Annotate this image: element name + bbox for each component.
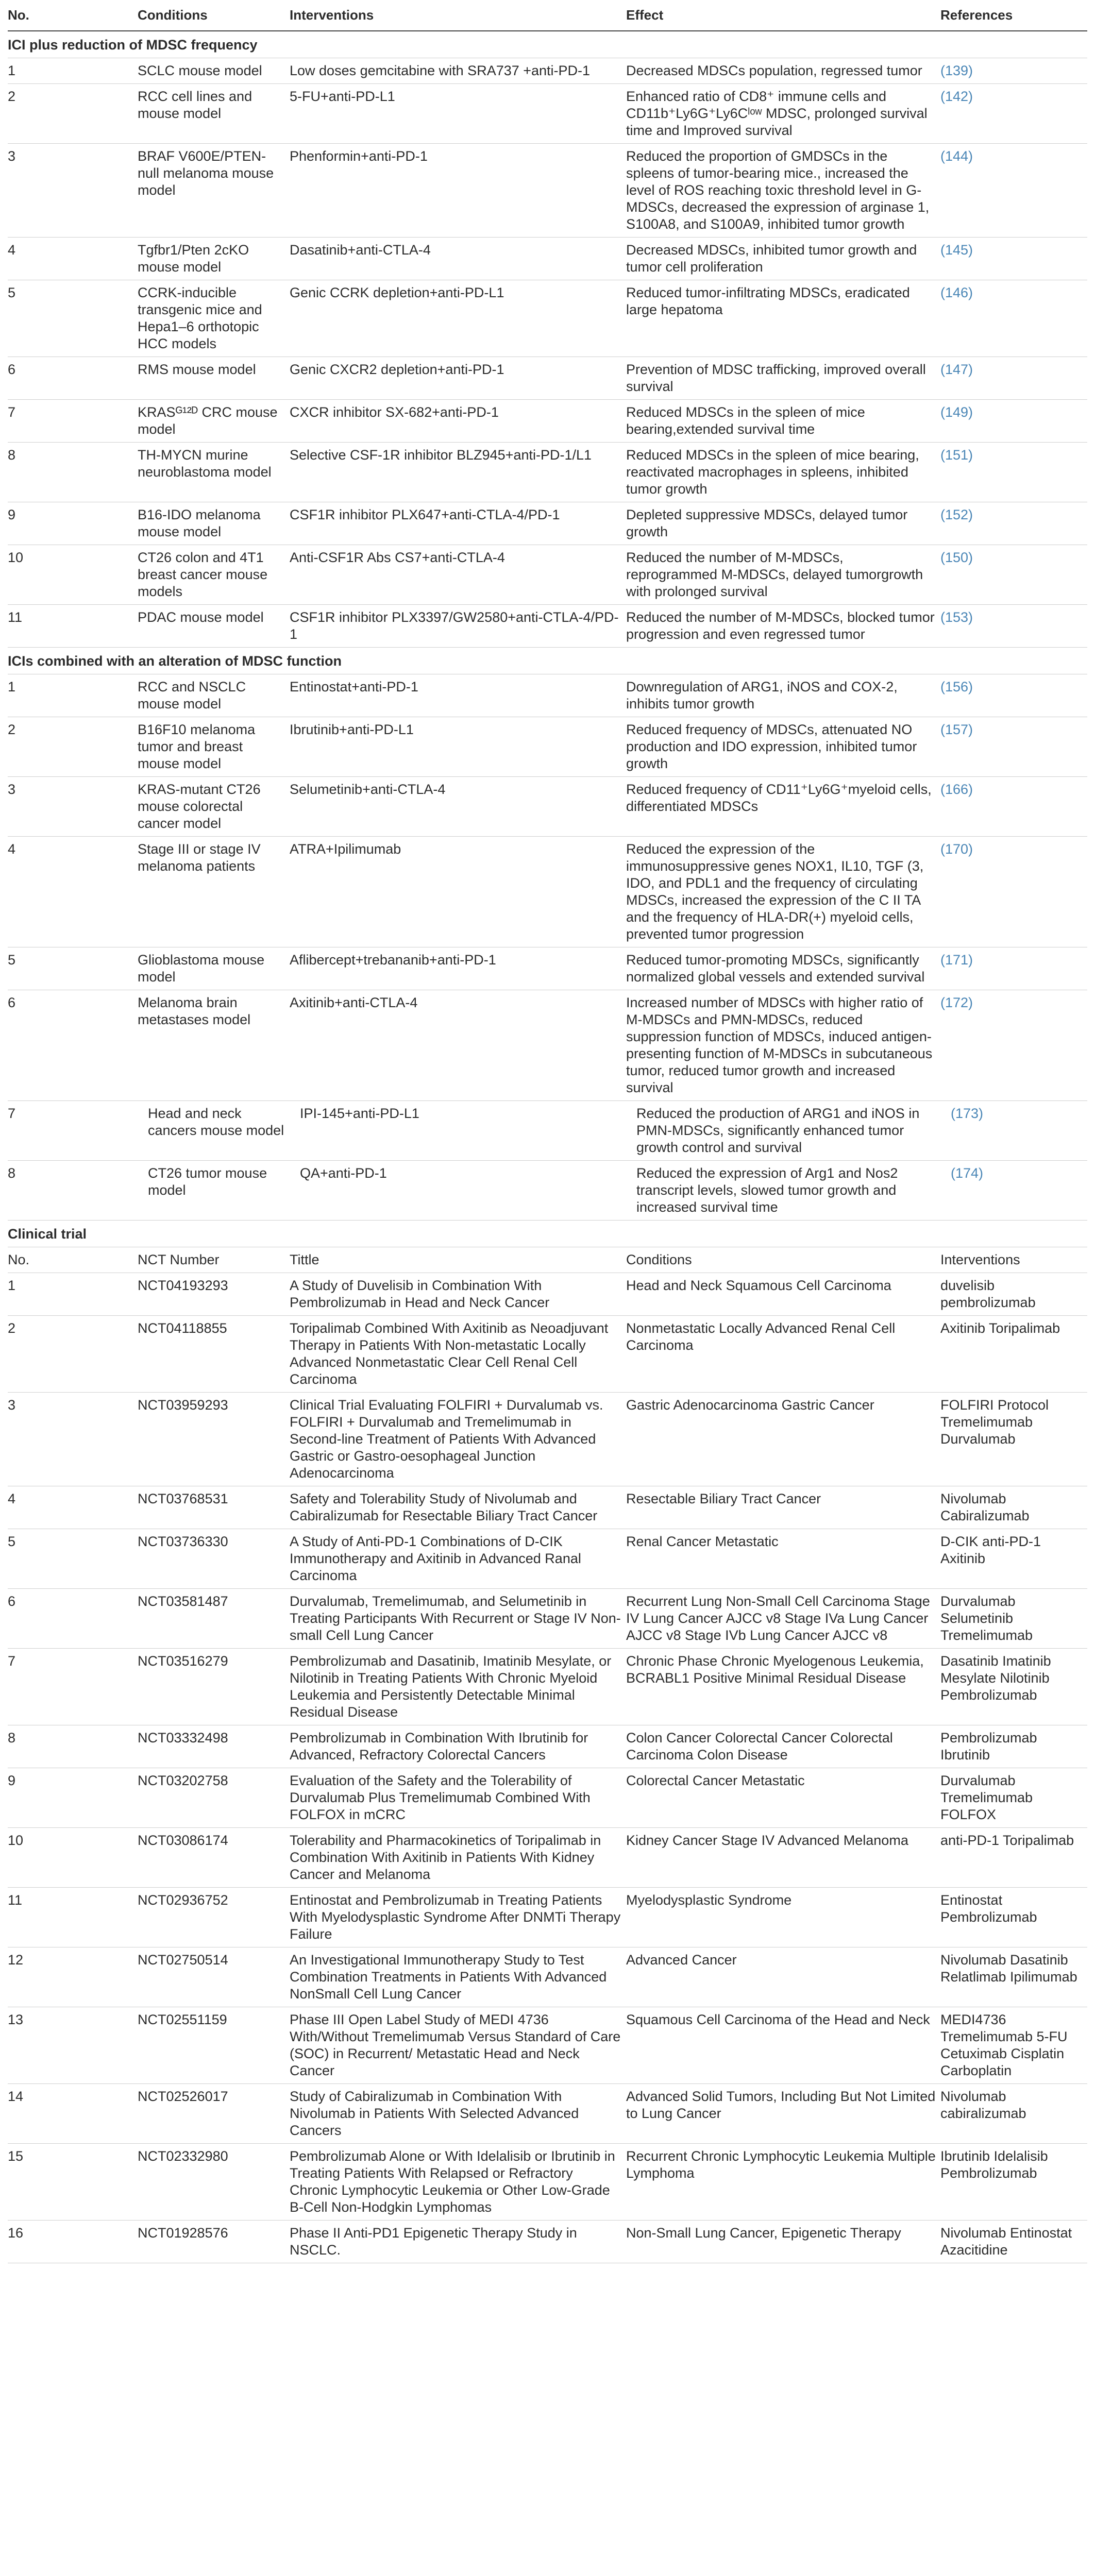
- trial-conditions: Recurrent Lung Non-Small Cell Carcinoma Stage IV Lung Cancer AJCC v8 Stage IVa Lung Cancer AJCC v8 Stage IVb Lung Cancer AJCC v8: [626, 1589, 940, 1649]
- trial-title: A Study of Anti-PD-1 Combinations of D-CIK Immunotherapy and Axitinib in Advanced Ranal Carcinoma: [290, 1529, 626, 1589]
- row-interventions: CSF1R inhibitor PLX3397/GW2580+anti-CTLA-4/PD-1: [290, 605, 626, 648]
- trial-title: Safety and Tolerability Study of Nivolumab and Cabiralizumab for Resectable Biliary Tract Cancer: [290, 1486, 626, 1529]
- row-reference[interactable]: (174): [940, 1161, 1087, 1221]
- row-interventions: Low doses gemcitabine with SRA737 +anti-PD-1: [290, 58, 626, 84]
- trial-conditions: Nonmetastatic Locally Advanced Renal Cell Carcinoma: [626, 1316, 940, 1393]
- trial-number: 8: [8, 1725, 138, 1768]
- row-reference[interactable]: (156): [940, 674, 1087, 717]
- table-row: [8, 1768, 1087, 1828]
- table-row: [8, 1486, 1087, 1529]
- trial-conditions: Colon Cancer Colorectal Cancer Colorectal Carcinoma Colon Disease: [626, 1725, 940, 1768]
- trial-title: Durvalumab, Tremelimumab, and Selumetinib in Treating Participants With Recurrent or Stage IV Non-small Cell Lung Cancer: [290, 1589, 626, 1649]
- row-effect: Prevention of MDSC trafficking, improved overall survival: [626, 357, 940, 400]
- row-reference[interactable]: (171): [940, 947, 1087, 990]
- table-row: [8, 400, 1087, 443]
- trial-nct-number: NCT04118855: [138, 1316, 290, 1393]
- mdsc-ici-table: [8, 0, 1087, 2263]
- row-reference[interactable]: (152): [940, 502, 1087, 545]
- trial-nct-number: NCT02750514: [138, 1947, 290, 2007]
- trial-title: Phase III Open Label Study of MEDI 4736 With/Without Tremelimumab Versus Standard of Care (SOC) in Recurrent/ Metastatic Head and Neck Cancer: [290, 2007, 626, 2084]
- row-effect: Reduced frequency of CD11⁺Ly6G⁺myeloid cells, differentiated MDSCs: [626, 777, 940, 837]
- trial-conditions: Colorectal Cancer Metastatic: [626, 1768, 940, 1828]
- row-interventions: Aflibercept+trebananib+anti-PD-1: [290, 947, 626, 990]
- table-row: [8, 1947, 1087, 2007]
- header-references: References: [940, 0, 1087, 31]
- row-interventions: Phenformin+anti-PD-1: [290, 144, 626, 238]
- section-heading-row: [8, 31, 1087, 58]
- trial-nct-number: NCT02332980: [138, 2144, 290, 2221]
- row-effect: Decreased MDSCs, inhibited tumor growth and tumor cell proliferation: [626, 238, 940, 280]
- row-effect: Reduced the number of M-MDSCs, reprogrammed M-MDSCs, delayed tumorgrowth with prolonged survival: [626, 545, 940, 605]
- row-number: 4: [8, 837, 138, 947]
- trial-interventions: Axitinib Toripalimab: [940, 1316, 1087, 1393]
- table-row: [8, 777, 1087, 837]
- trial-interventions: Nivolumab Cabiralizumab: [940, 1486, 1087, 1529]
- table-row: [8, 1649, 1087, 1725]
- subheader-nct: NCT Number: [138, 1247, 290, 1273]
- row-interventions: CSF1R inhibitor PLX647+anti-CTLA-4/PD-1: [290, 502, 626, 545]
- section-heading-row: [8, 1221, 1087, 1247]
- row-effect: Reduced the proportion of GMDSCs in the spleens of tumor-bearing mice., increased the level of ROS reaching toxic threshold level in G-MDSCs, decreased the expression of arginase 1, S100A8, and S100A9, inhibited tumor growth: [626, 144, 940, 238]
- row-conditions: TH-MYCN murine neuroblastoma model: [138, 443, 290, 502]
- row-interventions: ATRA+Ipilimumab: [290, 837, 626, 947]
- trial-nct-number: NCT03581487: [138, 1589, 290, 1649]
- trial-title: An Investigational Immunotherapy Study to Test Combination Treatments in Patients With Advanced NonSmall Cell Lung Cancer: [290, 1947, 626, 2007]
- table-row: [8, 1393, 1087, 1486]
- row-conditions: KRAS-mutant CT26 mouse colorectal cancer model: [138, 777, 290, 837]
- row-reference[interactable]: (145): [940, 238, 1087, 280]
- row-effect: Depleted suppressive MDSCs, delayed tumor growth: [626, 502, 940, 545]
- row-conditions: PDAC mouse model: [138, 605, 290, 648]
- clinical-subheader-row: [8, 1247, 1087, 1273]
- subheader-interventions: Interventions: [940, 1247, 1087, 1273]
- trial-interventions: Nivolumab Entinostat Azacitidine: [940, 2221, 1087, 2263]
- row-conditions: SCLC mouse model: [138, 58, 290, 84]
- trial-conditions: Head and Neck Squamous Cell Carcinoma: [626, 1273, 940, 1316]
- table-row: [8, 1589, 1087, 1649]
- table-row: [8, 2007, 1087, 2084]
- trial-interventions: duvelisib pembrolizumab: [940, 1273, 1087, 1316]
- row-interventions: IPI-145+anti-PD-L1: [290, 1101, 626, 1161]
- trial-number: 14: [8, 2084, 138, 2144]
- trial-interventions: MEDI4736 Tremelimumab 5-FU Cetuximab Cisplatin Carboplatin: [940, 2007, 1087, 2084]
- trial-interventions: FOLFIRI Protocol Tremelimumab Durvalumab: [940, 1393, 1087, 1486]
- section-title: Clinical trial: [8, 1221, 1087, 1247]
- row-reference[interactable]: (173): [940, 1101, 1087, 1161]
- row-effect: Reduced tumor-promoting MDSCs, significantly normalized global vessels and extended survival: [626, 947, 940, 990]
- row-interventions: QA+anti-PD-1: [290, 1161, 626, 1221]
- row-number: 4: [8, 238, 138, 280]
- trial-number: 4: [8, 1486, 138, 1529]
- table-body: [8, 31, 1087, 2263]
- trial-nct-number: NCT02551159: [138, 2007, 290, 2084]
- table-row: [8, 1273, 1087, 1316]
- row-reference[interactable]: (153): [940, 605, 1087, 648]
- row-effect: Reduced the production of ARG1 and iNOS in PMN-MDSCs, significantly enhanced tumor growth control and survival: [626, 1101, 940, 1161]
- trial-interventions: Nivolumab Dasatinib Relatlimab Ipilimumab: [940, 1947, 1087, 2007]
- row-conditions: RMS mouse model: [138, 357, 290, 400]
- row-number: 3: [8, 144, 138, 238]
- table-row: [8, 1529, 1087, 1589]
- trial-number: 6: [8, 1589, 138, 1649]
- trial-interventions: Pembrolizumab Ibrutinib: [940, 1725, 1087, 1768]
- row-number: 8: [8, 1161, 138, 1221]
- table-row: [8, 605, 1087, 648]
- row-number: 10: [8, 545, 138, 605]
- section-heading-row: [8, 648, 1087, 674]
- header-no: No.: [8, 0, 138, 31]
- table-row: [8, 837, 1087, 947]
- row-reference[interactable]: (166): [940, 777, 1087, 837]
- trial-title: A Study of Duvelisib in Combination With Pembrolizumab in Head and Neck Cancer: [290, 1273, 626, 1316]
- row-number: 9: [8, 502, 138, 545]
- row-interventions: Dasatinib+anti-CTLA-4: [290, 238, 626, 280]
- row-reference[interactable]: (150): [940, 545, 1087, 605]
- row-conditions: RCC and NSCLC mouse model: [138, 674, 290, 717]
- row-interventions: Axitinib+anti-CTLA-4: [290, 990, 626, 1101]
- trial-number: 3: [8, 1393, 138, 1486]
- row-reference[interactable]: (170): [940, 837, 1087, 947]
- table-row: [8, 1161, 1087, 1221]
- row-conditions: B16F10 melanoma tumor and breast mouse model: [138, 717, 290, 777]
- row-effect: Increased number of MDSCs with higher ratio of M-MDSCs and PMN-MDSCs, reduced suppression function of MDSCs, induced antigen-presenting function of M-MDSCs in subcutaneous tumor, reduced tumor growth and increased survival: [626, 990, 940, 1101]
- trial-nct-number: NCT03516279: [138, 1649, 290, 1725]
- row-reference[interactable]: (139): [940, 58, 1087, 84]
- row-number: 2: [8, 84, 138, 144]
- row-effect: Reduced frequency of MDSCs, attenuated NO production and IDO expression, inhibited tumor growth: [626, 717, 940, 777]
- row-number: 2: [8, 717, 138, 777]
- trial-nct-number: NCT03959293: [138, 1393, 290, 1486]
- row-conditions: Melanoma brain metastases model: [138, 990, 290, 1101]
- trial-number: 10: [8, 1828, 138, 1888]
- table-row: [8, 84, 1087, 144]
- row-reference[interactable]: (144): [940, 144, 1087, 238]
- trial-title: Clinical Trial Evaluating FOLFIRI + Durvalumab vs. FOLFIRI + Durvalumab and Tremelimumab in Second-line Treatment of Patients With Advanced Gastric or Gastro-oesophageal Junction Adenocarcinoma: [290, 1393, 626, 1486]
- trial-interventions: Nivolumab cabiralizumab: [940, 2084, 1087, 2144]
- row-interventions: Genic CCRK depletion+anti-PD-L1: [290, 280, 626, 357]
- trial-nct-number: NCT03768531: [138, 1486, 290, 1529]
- trial-conditions: Non-Small Lung Cancer, Epigenetic Therapy: [626, 2221, 940, 2263]
- trial-interventions: Durvalumab Tremelimumab FOLFOX: [940, 1768, 1087, 1828]
- trial-number: 9: [8, 1768, 138, 1828]
- row-interventions: Genic CXCR2 depletion+anti-PD-1: [290, 357, 626, 400]
- row-reference[interactable]: (151): [940, 443, 1087, 502]
- row-number: 6: [8, 990, 138, 1101]
- trial-title: Toripalimab Combined With Axitinib as Neoadjuvant Therapy in Patients With Non-metastatic Locally Advanced Nonmetastatic Clear Cell Renal Cell Carcinoma: [290, 1316, 626, 1393]
- trial-conditions: Kidney Cancer Stage IV Advanced Melanoma: [626, 1828, 940, 1888]
- row-interventions: CXCR inhibitor SX-682+anti-PD-1: [290, 400, 626, 443]
- row-interventions: Anti-CSF1R Abs CS7+anti-CTLA-4: [290, 545, 626, 605]
- trial-conditions: Recurrent Chronic Lymphocytic Leukemia Multiple Lymphoma: [626, 2144, 940, 2221]
- row-reference[interactable]: (147): [940, 357, 1087, 400]
- row-reference[interactable]: (146): [940, 280, 1087, 357]
- trial-conditions: Gastric Adenocarcinoma Gastric Cancer: [626, 1393, 940, 1486]
- table-row: [8, 502, 1087, 545]
- table-row: [8, 144, 1087, 238]
- trial-number: 7: [8, 1649, 138, 1725]
- row-interventions: Selective CSF-1R inhibitor BLZ945+anti-PD-1/L1: [290, 443, 626, 502]
- trial-interventions: D-CIK anti-PD-1 Axitinib: [940, 1529, 1087, 1589]
- subheader-no: No.: [8, 1247, 138, 1273]
- row-effect: Reduced the number of M-MDSCs, blocked tumor progression and even regressed tumor: [626, 605, 940, 648]
- row-interventions: Ibrutinib+anti-PD-L1: [290, 717, 626, 777]
- trial-title: Entinostat and Pembrolizumab in Treating Patients With Myelodysplastic Syndrome After DNMTi Therapy Failure: [290, 1888, 626, 1947]
- table-row: [8, 280, 1087, 357]
- row-number: 1: [8, 58, 138, 84]
- table-row: [8, 443, 1087, 502]
- header-effect: Effect: [626, 0, 940, 31]
- row-number: 5: [8, 280, 138, 357]
- subheader-conditions: Conditions: [626, 1247, 940, 1273]
- table-row: [8, 545, 1087, 605]
- row-conditions: CT26 colon and 4T1 breast cancer mouse models: [138, 545, 290, 605]
- row-number: 5: [8, 947, 138, 990]
- section-title: ICIs combined with an alteration of MDSC function: [8, 648, 1087, 674]
- row-reference[interactable]: (142): [940, 84, 1087, 144]
- trial-number: 16: [8, 2221, 138, 2263]
- table-header-row: [8, 0, 1087, 31]
- trial-nct-number: NCT03332498: [138, 1725, 290, 1768]
- subheader-title: Tittle: [290, 1247, 626, 1273]
- row-effect: Reduced tumor-infiltrating MDSCs, eradicated large hepatoma: [626, 280, 940, 357]
- trial-conditions: Myelodysplastic Syndrome: [626, 1888, 940, 1947]
- table-row: [8, 2144, 1087, 2221]
- row-effect: Reduced the expression of the immunosuppressive genes NOX1, IL10, TGF (3, IDO, and PDL1 and the frequency of circulating MDSCs, increased the expression of the C II TA and the frequency of HLA-DR(+) myeloid cells, prevented tumor progression: [626, 837, 940, 947]
- row-conditions: Glioblastoma mouse model: [138, 947, 290, 990]
- row-interventions: Selumetinib+anti-CTLA-4: [290, 777, 626, 837]
- trial-title: Pembrolizumab in Combination With Ibrutinib for Advanced, Refractory Colorectal Cancers: [290, 1725, 626, 1768]
- trial-nct-number: NCT02936752: [138, 1888, 290, 1947]
- row-effect: Reduced MDSCs in the spleen of mice bearing, reactivated macrophages in spleens, inhibited tumor growth: [626, 443, 940, 502]
- table-row: [8, 990, 1087, 1101]
- trial-interventions: Dasatinib Imatinib Mesylate Nilotinib Pembrolizumab: [940, 1649, 1087, 1725]
- row-number: 7: [8, 400, 138, 443]
- trial-number: 5: [8, 1529, 138, 1589]
- table-row: [8, 717, 1087, 777]
- trial-conditions: Advanced Cancer: [626, 1947, 940, 2007]
- row-number: 1: [8, 674, 138, 717]
- row-effect: Enhanced ratio of CD8⁺ immune cells and CD11b⁺Ly6G⁺Ly6Cˡᵒʷ MDSC, prolonged survival time and Improved survival: [626, 84, 940, 144]
- row-reference[interactable]: (157): [940, 717, 1087, 777]
- trial-nct-number: NCT02526017: [138, 2084, 290, 2144]
- trial-number: 1: [8, 1273, 138, 1316]
- trial-number: 13: [8, 2007, 138, 2084]
- row-reference[interactable]: (149): [940, 400, 1087, 443]
- trial-title: Phase II Anti-PD1 Epigenetic Therapy Study in NSCLC.: [290, 2221, 626, 2263]
- table-row: [8, 58, 1087, 84]
- row-effect: Reduced the expression of Arg1 and Nos2 transcript levels, slowed tumor growth and increased survival time: [626, 1161, 940, 1221]
- section-title: ICI plus reduction of MDSC frequency: [8, 31, 1087, 58]
- row-conditions: CCRK-inducible transgenic mice and Hepa1–6 orthotopic HCC models: [138, 280, 290, 357]
- table-row: [8, 357, 1087, 400]
- trial-title: Tolerability and Pharmacokinetics of Toripalimab in Combination With Axitinib in Patients With Kidney Cancer and Melanoma: [290, 1828, 626, 1888]
- table-row: [8, 674, 1087, 717]
- row-interventions: 5-FU+anti-PD-L1: [290, 84, 626, 144]
- trial-nct-number: NCT04193293: [138, 1273, 290, 1316]
- table-row: [8, 1888, 1087, 1947]
- row-number: 7: [8, 1101, 138, 1161]
- trial-nct-number: NCT03736330: [138, 1529, 290, 1589]
- row-conditions: Tgfbr1/Pten 2cKO mouse model: [138, 238, 290, 280]
- trial-nct-number: NCT03086174: [138, 1828, 290, 1888]
- trial-number: 11: [8, 1888, 138, 1947]
- trial-interventions: Entinostat Pembrolizumab: [940, 1888, 1087, 1947]
- row-conditions: BRAF V600E/PTEN-null melanoma mouse model: [138, 144, 290, 238]
- trial-title: Study of Cabiralizumab in Combination With Nivolumab in Patients With Selected Advanced Cancers: [290, 2084, 626, 2144]
- trial-conditions: Resectable Biliary Tract Cancer: [626, 1486, 940, 1529]
- table-row: [8, 2084, 1087, 2144]
- row-conditions: RCC cell lines and mouse model: [138, 84, 290, 144]
- trial-title: Evaluation of the Safety and the Tolerability of Durvalumab Plus Tremelimumab Combined With FOLFOX in mCRC: [290, 1768, 626, 1828]
- row-number: 11: [8, 605, 138, 648]
- trial-number: 12: [8, 1947, 138, 2007]
- trial-title: Pembrolizumab and Dasatinib, Imatinib Mesylate, or Nilotinib in Treating Patients With Chronic Myeloid Leukemia and Persistently Detectable Minimal Residual Disease: [290, 1649, 626, 1725]
- table-row: [8, 1828, 1087, 1888]
- row-conditions: CT26 tumor mouse model: [138, 1161, 290, 1221]
- row-conditions: Stage III or stage IV melanoma patients: [138, 837, 290, 947]
- table-row: [8, 947, 1087, 990]
- row-interventions: Entinostat+anti-PD-1: [290, 674, 626, 717]
- row-effect: Reduced MDSCs in the spleen of mice bearing,extended survival time: [626, 400, 940, 443]
- table-row: [8, 2221, 1087, 2263]
- trial-conditions: Squamous Cell Carcinoma of the Head and Neck: [626, 2007, 940, 2084]
- trial-conditions: Chronic Phase Chronic Myelogenous Leukemia, BCRABL1 Positive Minimal Residual Disease: [626, 1649, 940, 1725]
- row-number: 3: [8, 777, 138, 837]
- row-effect: Decreased MDSCs population, regressed tumor: [626, 58, 940, 84]
- row-conditions: Head and neck cancers mouse model: [138, 1101, 290, 1161]
- trial-conditions: Renal Cancer Metastatic: [626, 1529, 940, 1589]
- row-conditions: B16-IDO melanoma mouse model: [138, 502, 290, 545]
- trial-conditions: Advanced Solid Tumors, Including But Not Limited to Lung Cancer: [626, 2084, 940, 2144]
- table-row: [8, 1101, 1087, 1161]
- trial-interventions: anti-PD-1 Toripalimab: [940, 1828, 1087, 1888]
- trial-number: 15: [8, 2144, 138, 2221]
- trial-title: Pembrolizumab Alone or With Idelalisib or Ibrutinib in Treating Patients With Relapsed or Refractory Chronic Lymphocytic Leukemia or Other Low-Grade B-Cell Non-Hodgkin Lymphomas: [290, 2144, 626, 2221]
- row-number: 8: [8, 443, 138, 502]
- row-effect: Downregulation of ARG1, iNOS and COX-2, inhibits tumor growth: [626, 674, 940, 717]
- table-row: [8, 1725, 1087, 1768]
- table-row: [8, 238, 1087, 280]
- trial-nct-number: NCT01928576: [138, 2221, 290, 2263]
- row-number: 6: [8, 357, 138, 400]
- header-interventions: Interventions: [290, 0, 626, 31]
- row-conditions: KRASᴳ¹²ᴰ CRC mouse model: [138, 400, 290, 443]
- header-conditions: Conditions: [138, 0, 290, 31]
- table-row: [8, 1316, 1087, 1393]
- trial-interventions: Ibrutinib Idelalisib Pembrolizumab: [940, 2144, 1087, 2221]
- trial-interventions: Durvalumab Selumetinib Tremelimumab: [940, 1589, 1087, 1649]
- row-reference[interactable]: (172): [940, 990, 1087, 1101]
- trial-number: 2: [8, 1316, 138, 1393]
- trial-nct-number: NCT03202758: [138, 1768, 290, 1828]
